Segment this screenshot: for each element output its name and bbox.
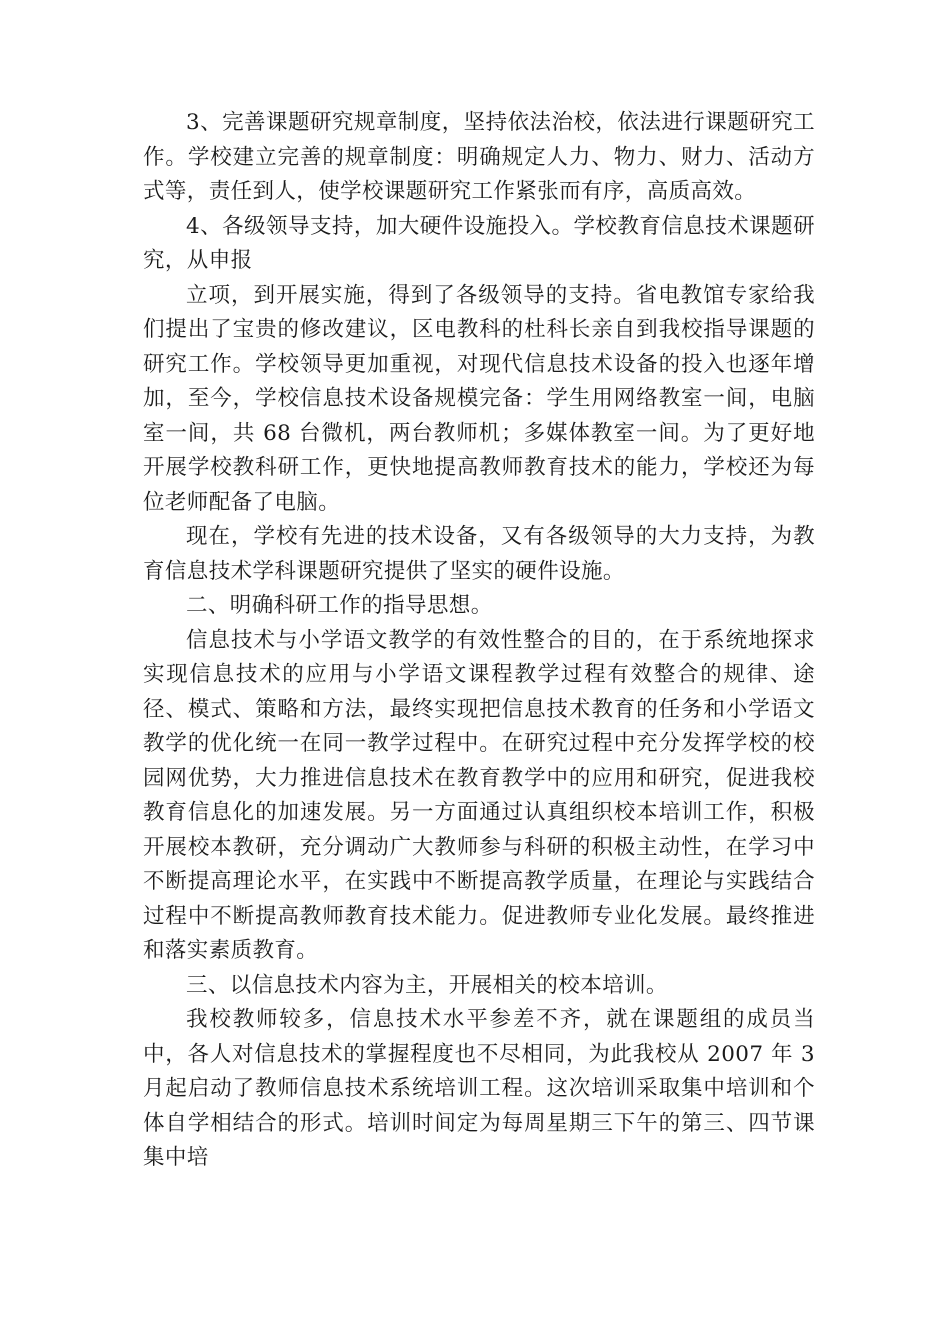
section-heading-3: 三、以信息技术内容为主，开展相关的校本培训。 xyxy=(186,972,668,998)
paragraph-6: 我校教师较多，信息技术水平参差不齐，就在课题组的成员当中，各人对信息技术的掌握程度也不尽相同，为此我校从 2007 年 3 月起启动了教师信息技术系统培训工程。这次培训采取集中培训和个体自学相结合的形式。培训时间定为每周星期三下午的第三、四节课集中培 xyxy=(143,1007,815,1170)
section-heading-2: 二、明确科研工作的指导思想。 xyxy=(186,593,493,618)
paragraph-5: 信息技术与小学语文教学的有效性整合的目的，在于系统地探求实现信息技术的应用与小学语文课程教学过程有效整合的规律、途径、模式、策略和方法，最终实现把信息技术教育的任务和小学语文教学的优化统一在同一教学过程中。在研究过程中充分发挥学校的校园网优势，大力推进信息技术在教育教学中的应用和研究，促进我校教育信息化的加速发展。另一方面通过认真组织校本培训工作，积极开展校本教研，充分调动广大教师参与科研的积极主动性，在学习中不断提高理论水平，在实践中不断提高教学质量，在理论与实践结合过程中不断提高教师教育技术能力。促进教师专业化发展。最终推进和落实素质教育。 xyxy=(143,627,815,963)
paragraph-1: 3、完善课题研究规章制度，坚持依法治校，依法进行课题研究工作。学校建立完善的规章制度：明确规定人力、物力、财力、活动方式等，责任到人，使学校课题研究工作紧张而有序，高质高效。 xyxy=(143,110,815,204)
paragraph-3: 立项，到开展实施，得到了各级领导的支持。省电教馆专家给我们提出了宝贵的修改建议，区电教科的杜科长亲自到我校指导课题的研究工作。学校领导更加重视，对现代信息技术设备的投入也逐年增加，至今，学校信息技术设备规模完备：学生用网络教室一间，电脑室一间，共 68 台微机，两台教师机；多媒体教室一间。为了更好地开展学校教科研工作，更快地提高教师教育技术的能力，学校还为每位老师配备了电脑。 xyxy=(143,282,815,515)
paragraph-4: 现在，学校有先进的技术设备，又有各级领导的大力支持，为教育信息技术学科课题研究提供了坚实的硬件设施。 xyxy=(143,524,815,584)
paragraph-2: 4、各级领导支持，加大硬件设施投入。学校教育信息技术课题研究，从申报 xyxy=(143,213,815,273)
